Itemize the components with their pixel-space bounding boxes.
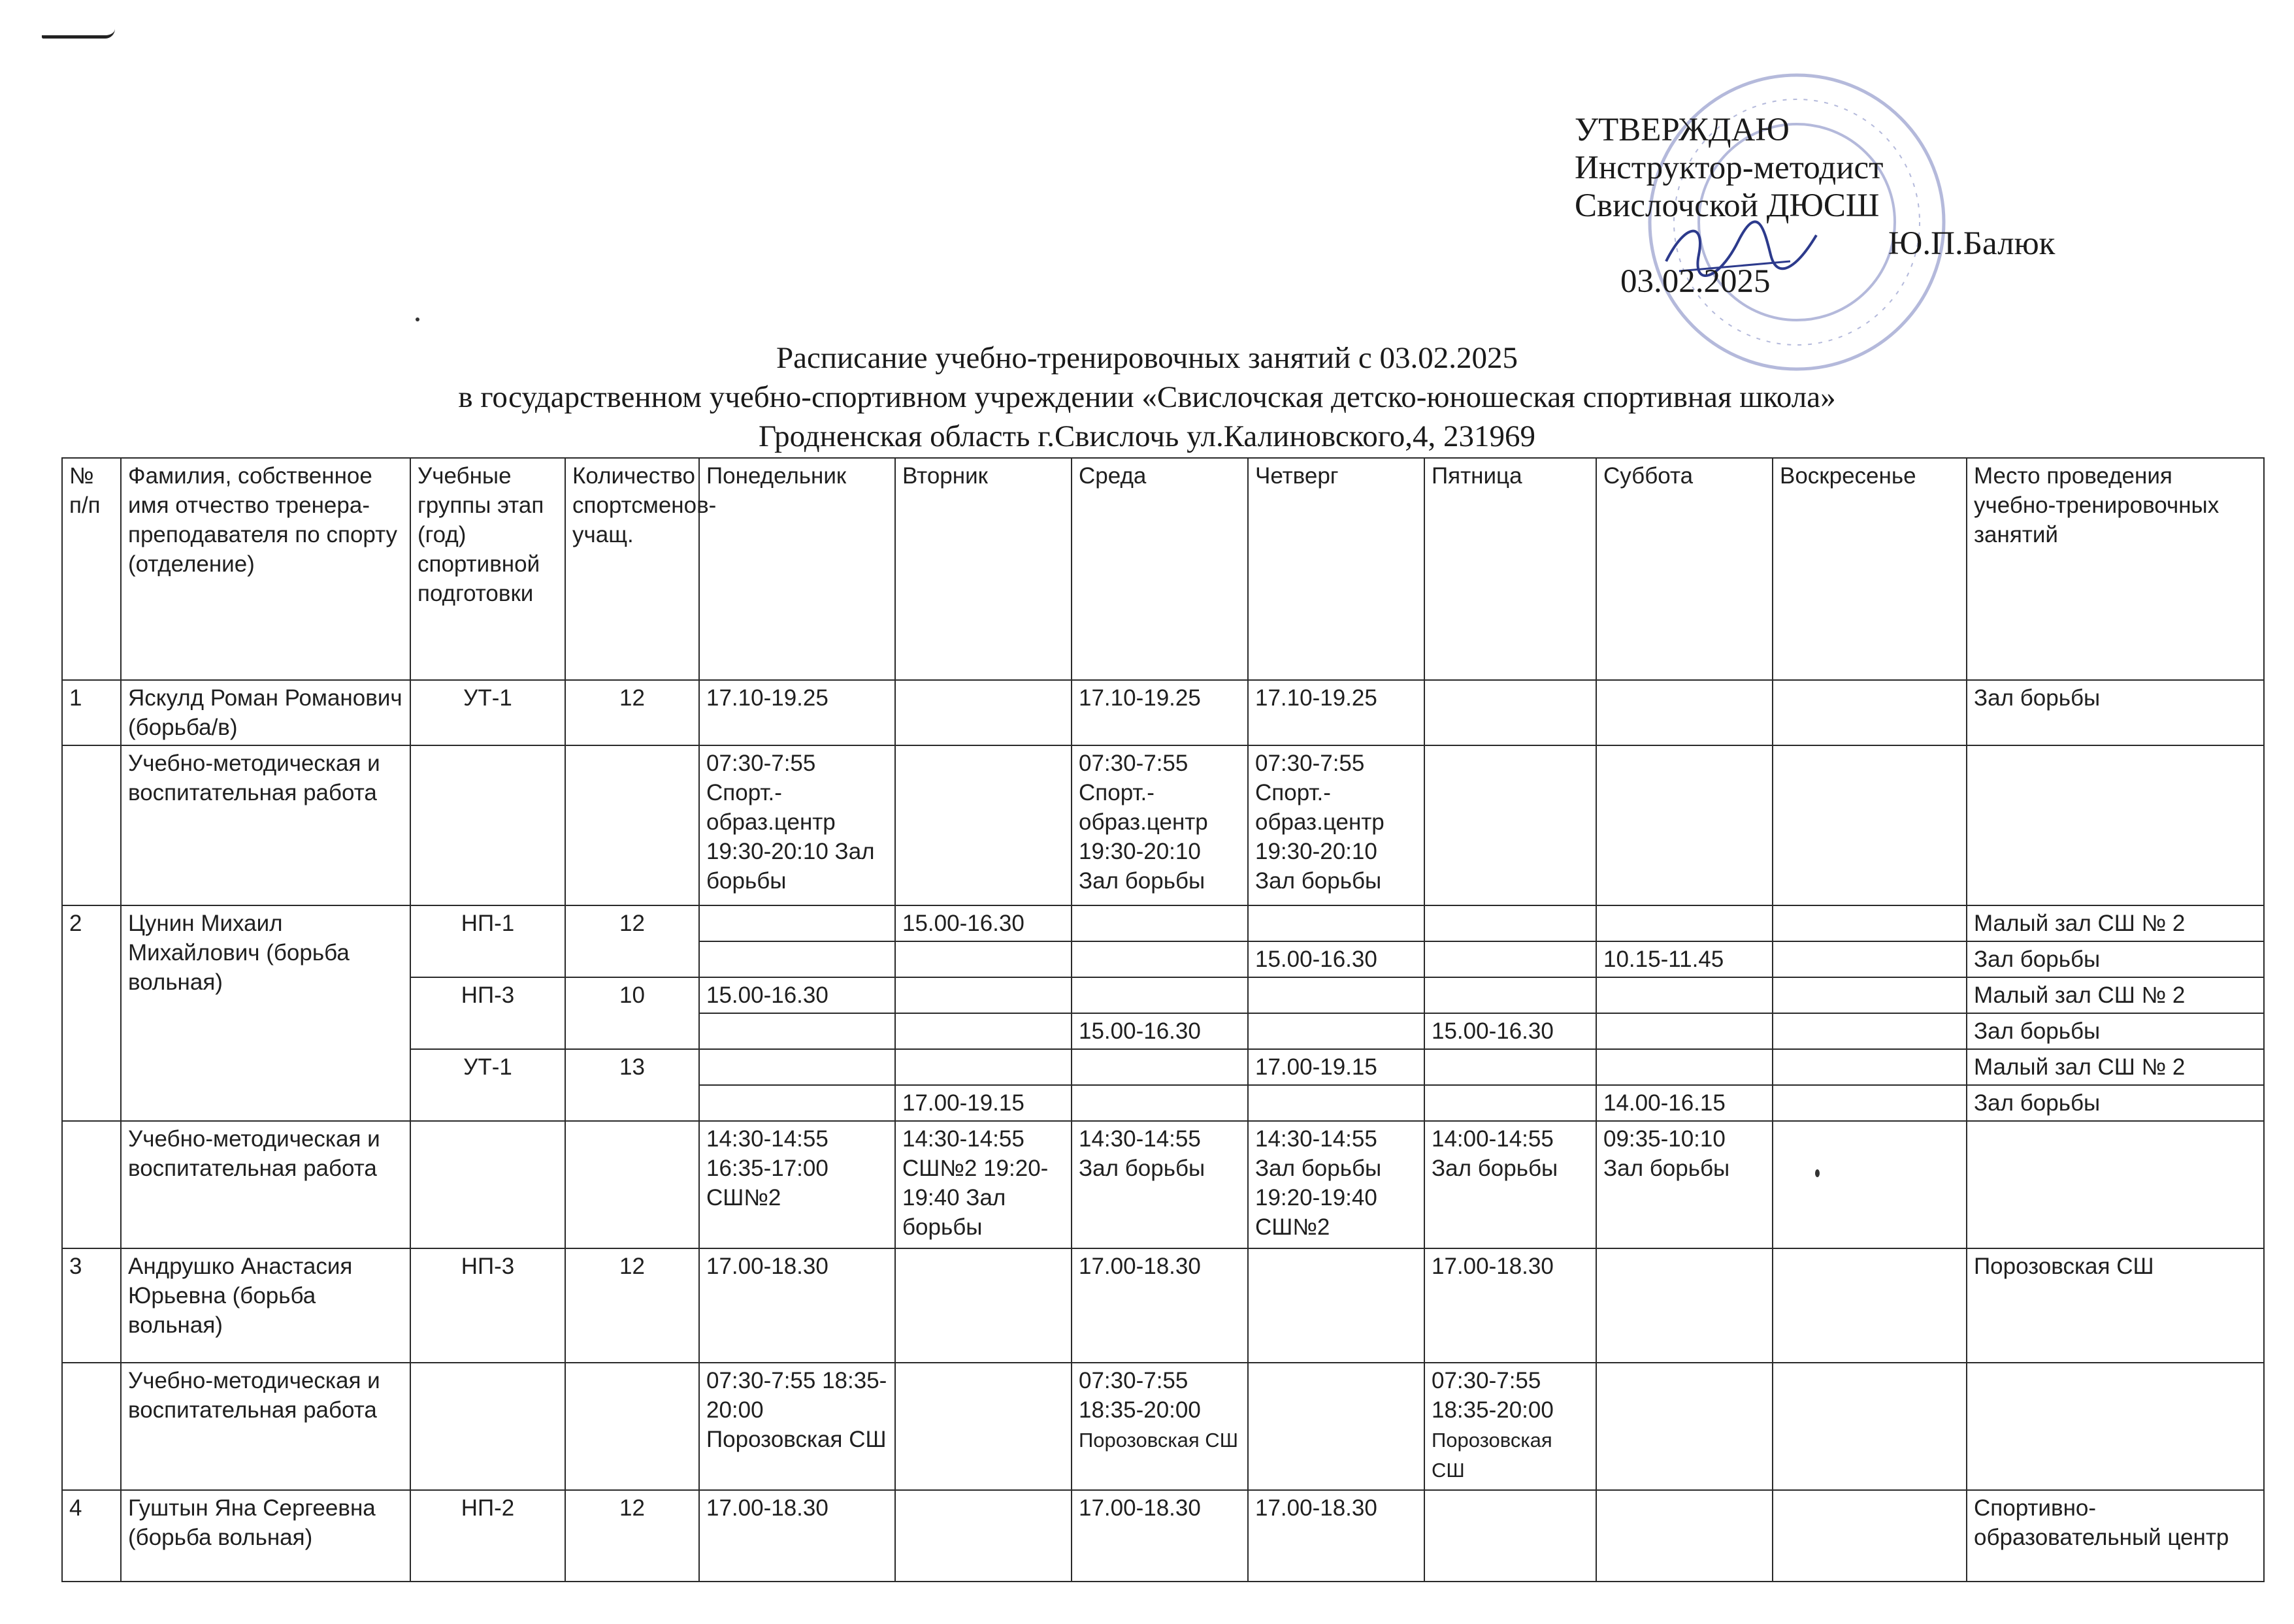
group-cell: НП-3 — [410, 1248, 565, 1363]
mon-cell: 17.00-18.30 — [699, 1490, 895, 1582]
table-row — [62, 680, 2264, 745]
table-row — [62, 1121, 2264, 1248]
methodical-label: Учебно-методическая и воспитательная работа — [121, 745, 410, 905]
thu-cell: 17.00-18.30 — [1248, 1490, 1424, 1582]
table-row — [62, 1363, 2264, 1490]
table-row — [62, 1490, 2264, 1582]
col-name: Фамилия, собственное имя отчество тренера-преподавателя по спорту (отделение) — [121, 458, 410, 680]
approval-signer-row — [1575, 225, 2163, 263]
wed-cell: 17.00-18.30 — [1072, 1248, 1248, 1363]
approval-signer: Ю.П.Балюк — [1888, 225, 2056, 262]
mon-time: 07:30-7:55 18:35-20:00 — [706, 1368, 887, 1423]
approval-organization: Свислочской ДЮСШ — [1575, 187, 1880, 224]
col-tue: Вторник — [895, 458, 1072, 680]
approval-date: 03.02.2025 — [1620, 263, 1771, 300]
table-row — [62, 905, 2264, 941]
coach-name: Андрушко Анастасия Юрьевна (борьба вольная) — [121, 1248, 410, 1363]
col-mon: Понедельник — [699, 458, 895, 680]
count-cell: 13 — [565, 1049, 699, 1121]
group-cell: НП-3 — [410, 977, 565, 1049]
approval-heading: УТВЕРЖДАЮ — [1575, 112, 1790, 148]
count-cell: 12 — [565, 1248, 699, 1363]
col-fri: Пятница — [1424, 458, 1596, 680]
row-num: 4 — [62, 1490, 121, 1582]
title-line-1: Расписание учебно-тренировочных занятий с 03.02.2025 — [776, 341, 1518, 375]
fri-cell: 14:00-14:55 Зал борьбы — [1424, 1121, 1596, 1248]
title-line-2: в государственном учебно-спортивном учреждении «Свислочская детско-юношеская спортивная школа» — [458, 380, 1836, 414]
header-row — [62, 458, 2264, 680]
place-cell: Зал борьбы — [1967, 1013, 2264, 1049]
mon-place: Порозовская СШ — [706, 1427, 887, 1452]
document-title — [0, 338, 2294, 456]
approval-block — [1575, 111, 2163, 300]
sat-cell: 10.15-11.45 — [1596, 941, 1773, 977]
sat-cell — [1596, 680, 1773, 745]
fri-cell — [1424, 1363, 1596, 1490]
group-cell: НП-2 — [410, 1490, 565, 1582]
wed-time: 07:30-7:55 18:35-20:00 — [1079, 1368, 1201, 1423]
coach-name: Гуштын Яна Сергеевна (борьба вольная) — [121, 1490, 410, 1582]
schedule-table — [61, 457, 2265, 1582]
mon-cell: 17.00-18.30 — [699, 1248, 895, 1363]
mon-cell: 15.00-16.30 — [699, 977, 895, 1013]
count-cell: 10 — [565, 977, 699, 1049]
thu-cell: 14:30-14:55 Зал борьбы 19:20-19:40 СШ№2 — [1248, 1121, 1424, 1248]
coach-name: Цунин Михаил Михайлович (борьба вольная) — [121, 905, 410, 1121]
table-row — [62, 745, 2264, 905]
tue-cell: 14:30-14:55 СШ№2 19:20-19:40 Зал борьбы — [895, 1121, 1072, 1248]
col-sun: Воскресенье — [1773, 458, 1967, 680]
group-cell: УТ-1 — [410, 1049, 565, 1121]
place-cell: Зал борьбы — [1967, 1085, 2264, 1121]
place-cell: Порозовская СШ — [1967, 1248, 2264, 1363]
place-cell: Малый зал СШ № 2 — [1967, 1049, 2264, 1085]
place-cell: Спортивно-образовательный центр — [1967, 1490, 2264, 1582]
sat-cell: 14.00-16.15 — [1596, 1085, 1773, 1121]
thu-cell: 15.00-16.30 — [1248, 941, 1424, 977]
tue-cell: 15.00-16.30 — [895, 905, 1072, 941]
tue-cell — [895, 680, 1072, 745]
sat-cell: 09:35-10:10 Зал борьбы — [1596, 1121, 1773, 1248]
mon-cell: 07:30-7:55 Спорт.-образ.центр 19:30-20:10 Зал борьбы — [699, 745, 895, 905]
fri-cell: 15.00-16.30 — [1424, 1013, 1596, 1049]
fri-time: 07:30-7:55 18:35-20:00 — [1432, 1368, 1554, 1423]
col-sat: Суббота — [1596, 458, 1773, 680]
col-wed: Среда — [1072, 458, 1248, 680]
wed-cell: 07:30-7:55 Спорт.-образ.центр 19:30-20:10 Зал борьбы — [1072, 745, 1248, 905]
coach-name: Яскулд Роман Романович (борьба/в) — [121, 680, 410, 745]
thu-cell: 07:30-7:55 Спорт.-образ.центр 19:30-20:10 Зал борьбы — [1248, 745, 1424, 905]
methodical-label: Учебно-методическая и воспитательная работа — [121, 1363, 410, 1490]
place-cell: Малый зал СШ № 2 — [1967, 905, 2264, 941]
wed-cell: 17.00-18.30 — [1072, 1490, 1248, 1582]
row-num: 3 — [62, 1248, 121, 1363]
group-cell: НП-1 — [410, 905, 565, 977]
wed-cell: 14:30-14:55 Зал борьбы — [1072, 1121, 1248, 1248]
title-line-3: Гродненская область г.Свислочь ул.Калиновского,4, 231969 — [758, 419, 1536, 453]
methodical-label: Учебно-методическая и воспитательная работа — [121, 1121, 410, 1248]
wed-cell — [1072, 1363, 1248, 1490]
fri-cell: 17.00-18.30 — [1424, 1248, 1596, 1363]
col-place: Место проведения учебно-тренировочных занятий — [1967, 458, 2264, 680]
mon-cell: 14:30-14:55 16:35-17:00 СШ№2 — [699, 1121, 895, 1248]
sun-cell — [1773, 680, 1967, 745]
place-cell: Зал борьбы — [1967, 680, 2264, 745]
corner-mark — [42, 29, 115, 39]
mon-cell: 17.10-19.25 — [699, 680, 895, 745]
col-group: Учебные группы этап (год) спортивной подготовки — [410, 458, 565, 680]
count-cell: 12 — [565, 680, 699, 745]
count-cell: 12 — [565, 1490, 699, 1582]
table-row — [62, 1248, 2264, 1363]
mon-cell — [699, 1363, 895, 1490]
fri-place: Порозовская СШ — [1432, 1429, 1552, 1482]
place-cell: Зал борьбы — [1967, 941, 2264, 977]
wed-cell: 15.00-16.30 — [1072, 1013, 1248, 1049]
row-num: 2 — [62, 905, 121, 1121]
col-num: № п/п — [62, 458, 121, 680]
tue-cell: 17.00-19.15 — [895, 1085, 1072, 1121]
speck — [416, 317, 419, 321]
fri-cell — [1424, 680, 1596, 745]
col-count: Количество спортсменов-учащ. — [565, 458, 699, 680]
place-cell: Малый зал СШ № 2 — [1967, 977, 2264, 1013]
speck — [1815, 1169, 1820, 1177]
row-num: 1 — [62, 680, 121, 745]
col-thu: Четверг — [1248, 458, 1424, 680]
wed-place: Порозовская СШ — [1079, 1429, 1239, 1452]
count-cell: 12 — [565, 905, 699, 977]
thu-cell: 17.10-19.25 — [1248, 680, 1424, 745]
thu-cell: 17.00-19.15 — [1248, 1049, 1424, 1085]
group-cell: УТ-1 — [410, 680, 565, 745]
approval-position: Инструктор-методист — [1575, 150, 1884, 186]
wed-cell: 17.10-19.25 — [1072, 680, 1248, 745]
